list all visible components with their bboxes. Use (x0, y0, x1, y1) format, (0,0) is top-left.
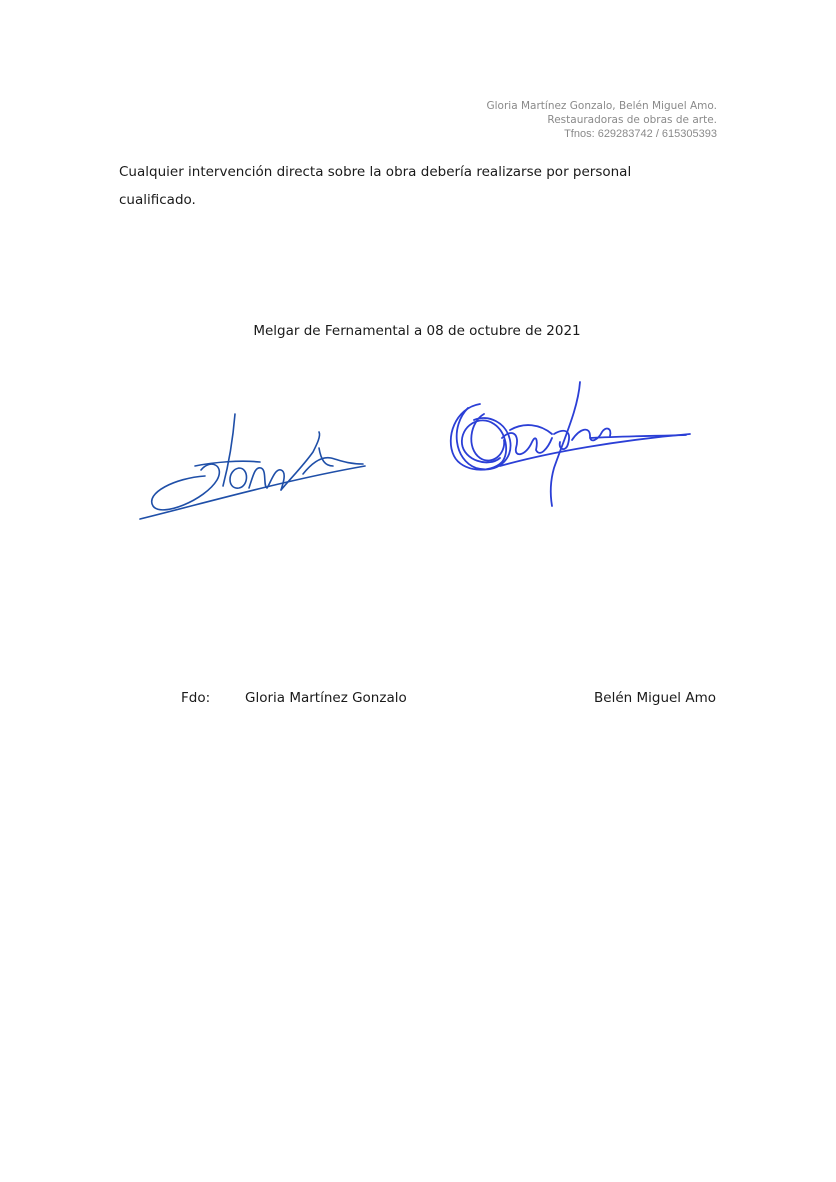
signature-belen-image (440, 378, 696, 510)
signer-name-gloria: Gloria Martínez Gonzalo (245, 690, 407, 706)
letterhead-profession: Restauradoras de obras de arte. (547, 114, 717, 126)
fdo-label: Fdo: (181, 690, 211, 706)
letterhead-names: Gloria Martínez Gonzalo, Belén Miguel Amo. (486, 100, 717, 112)
body-paragraph (119, 158, 679, 214)
signature-gloria-image (135, 408, 375, 526)
signer-name-belen: Belén Miguel Amo (594, 690, 716, 706)
body-line-1: Cualquier intervención directa sobre la obra debería realizarse por personal (119, 164, 632, 180)
letterhead-phones: Tfnos: 629283742 / 615305393 (564, 128, 717, 140)
letterhead (486, 99, 717, 141)
body-line-2: cualificado. (119, 192, 196, 208)
place-date-line (0, 321, 836, 341)
place-date-text: Melgar de Fernamental a 08 de octubre de 2021 (253, 323, 581, 339)
